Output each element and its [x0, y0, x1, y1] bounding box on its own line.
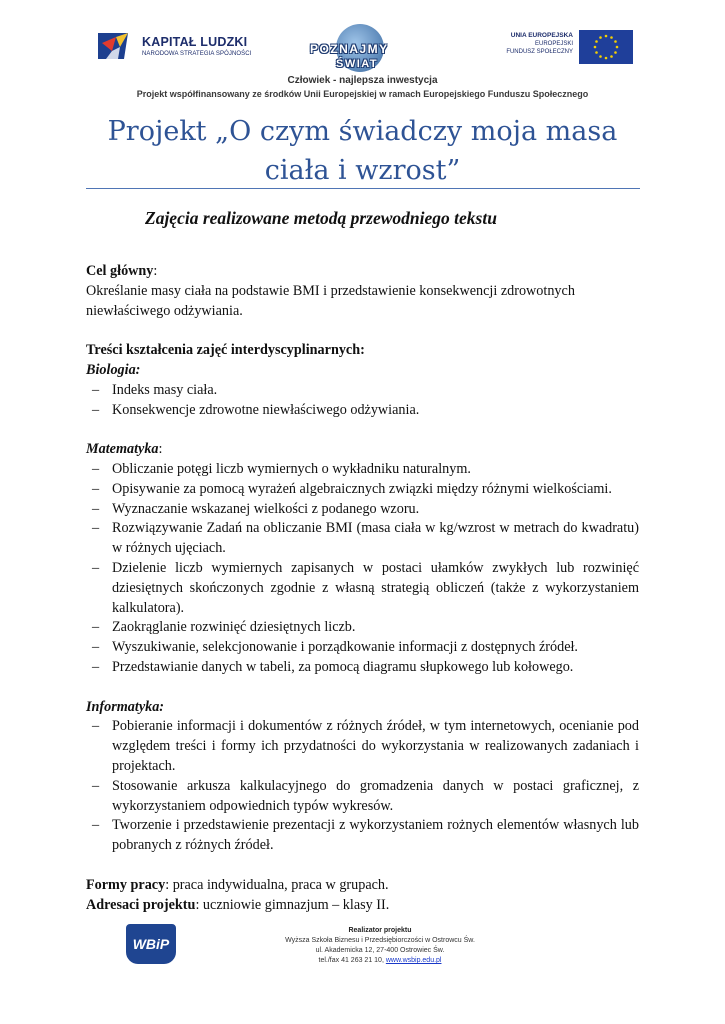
eu-logo — [488, 30, 633, 66]
list-item: – Obliczanie potęgi liczb wymiernych o wykładniku naturalnym. — [86, 460, 639, 480]
forms-label: Formy pracy — [86, 876, 166, 893]
list-item: – Zaokrąglanie rozwinięć dziesiętnych liczb. — [86, 618, 639, 638]
informatics-heading: Informatyka: — [86, 698, 165, 715]
title-divider — [86, 188, 640, 189]
page-title-line1: Projekt „O czym świadczy moja masa — [107, 116, 618, 147]
kapital-ludzki-name: KAPITAŁ LUDZKI — [142, 35, 248, 49]
goal-sep: : — [153, 263, 158, 279]
subtitle: Zajęcia realizowane metodą przewodniego tekstu — [145, 208, 497, 228]
eu-flag-icon — [579, 30, 633, 64]
footer-website-link[interactable]: www.wsbip.edu.pl — [385, 957, 442, 964]
page-title-line2: ciała i wzrost” — [264, 155, 461, 186]
audience-label: Adresaci projektu — [86, 896, 196, 913]
informatics-list — [86, 717, 639, 856]
document-body — [86, 262, 639, 915]
biology-list — [86, 381, 639, 421]
eu-logo-line1: UNIA EUROPEJSKA — [510, 32, 573, 39]
kapital-ludzki-tagline: NARODOWA STRATEGIA SPÓJNOŚCI — [142, 51, 252, 57]
eu-logo-text — [506, 32, 573, 56]
swiat-word: ŚWIAT — [336, 58, 379, 70]
list-item: – Tworzenie i przedstawienie prezentacji z wykorzystaniem rożnych elementów własnych lub pobranych z różnych źródeł. — [86, 816, 639, 856]
list-item: – Indeks masy ciała. — [86, 381, 639, 401]
footer-line2: ul. Akademicka 12, 27-400 Ostrowiec Św. — [315, 947, 445, 954]
forms-line — [86, 876, 639, 896]
list-item: – Wyznaczanie wskazanej wielkości z podanego wzoru. — [86, 500, 639, 520]
eu-logo-line3: FUNDUSZ SPOŁECZNY — [506, 49, 573, 55]
audience-text: : uczniowie gimnazjum – klasy II. — [195, 896, 390, 913]
goal-heading — [86, 262, 639, 282]
footer-line3: tel./fax 41 263 21 10, www.wsbip.edu.pl — [318, 957, 442, 964]
kapital-ludzki-flag-icon — [98, 29, 132, 63]
list-item: – Rozwiązywanie Zadań na obliczanie BMI (masa ciała w kg/wzrost w metrach do kwadratu) w różnych ujęciach. — [86, 519, 639, 559]
funding-note: Projekt współfinansowany ze środków Unii Europejskiej w ramach Europejskiego Funduszu Społecznego — [136, 89, 589, 99]
list-item: – Pobieranie informacji i dokumentów z różnych źródeł, w tym internetowych, ocenianie pod względem treści i formy ich przydatności do wykorzystania w realizowanych zadaniach i projektach. — [86, 717, 639, 776]
list-item: – Przedstawianie danych w tabeli, za pomocą diagramu słupkowego lub kołowego. — [86, 658, 639, 678]
kapital-ludzki-logo — [98, 27, 258, 69]
forms-text: : praca indywidualna, praca w grupach. — [165, 876, 389, 893]
footer-text — [230, 926, 530, 966]
math-heading: Matematyka: — [86, 441, 163, 458]
list-item: – Wyszukiwanie, selekcjonowanie i porządkowanie informacji z dostępnych źródeł. — [86, 638, 639, 658]
wsbip-logo: WBiP — [126, 924, 176, 964]
eu-logo-line2: EUROPEJSKI — [534, 41, 573, 47]
poznajmy-word: POZNAJMY — [310, 42, 389, 56]
audience-line — [86, 896, 639, 916]
list-item: – Opisywanie za pomocą wyrażeń algebraicznych związki między różnymi wielkościami. — [86, 480, 639, 500]
list-item: – Dzielenie liczb wymiernych zapisanych w postaci ułamków zwykłych lub rozwinięć dziesiętnych skończonych zgodnie z własną strategią obliczeń (także z wykorzystaniem kalkulatora). — [86, 559, 639, 618]
footer-line1: Wyższa Szkoła Biznesu i Przedsiębiorczości w Ostrowcu Św. — [285, 937, 475, 944]
math-sep: : — [158, 441, 163, 458]
list-item: – Stosowanie arkusza kalkulacyjnego do gromadzenia danych w postaci graficznej, z wykorzystaniem odpowiednich typów wykresów. — [86, 777, 639, 817]
math-list — [86, 460, 639, 678]
page-title — [90, 112, 635, 190]
poznajmy-swiat-logo — [306, 22, 416, 76]
biology-heading: Biologia: — [86, 361, 141, 378]
footer-title: Realizator projektu — [348, 927, 412, 934]
contents-heading: Treści kształcenia zajęć interdyscyplinarnych: — [86, 342, 365, 359]
motto: Człowiek - najlepsza inwestycja — [287, 75, 438, 86]
page-header — [0, 0, 725, 110]
list-item: – Konsekwencje zdrowotne niewłaściwego odżywiania. — [86, 401, 639, 421]
goal-label: Cel główny — [86, 263, 154, 279]
goal-text: Określanie masy ciała na podstawie BMI i przedstawienie konsekwencji zdrowotnych niewłaściwego odżywiania. — [86, 282, 575, 319]
